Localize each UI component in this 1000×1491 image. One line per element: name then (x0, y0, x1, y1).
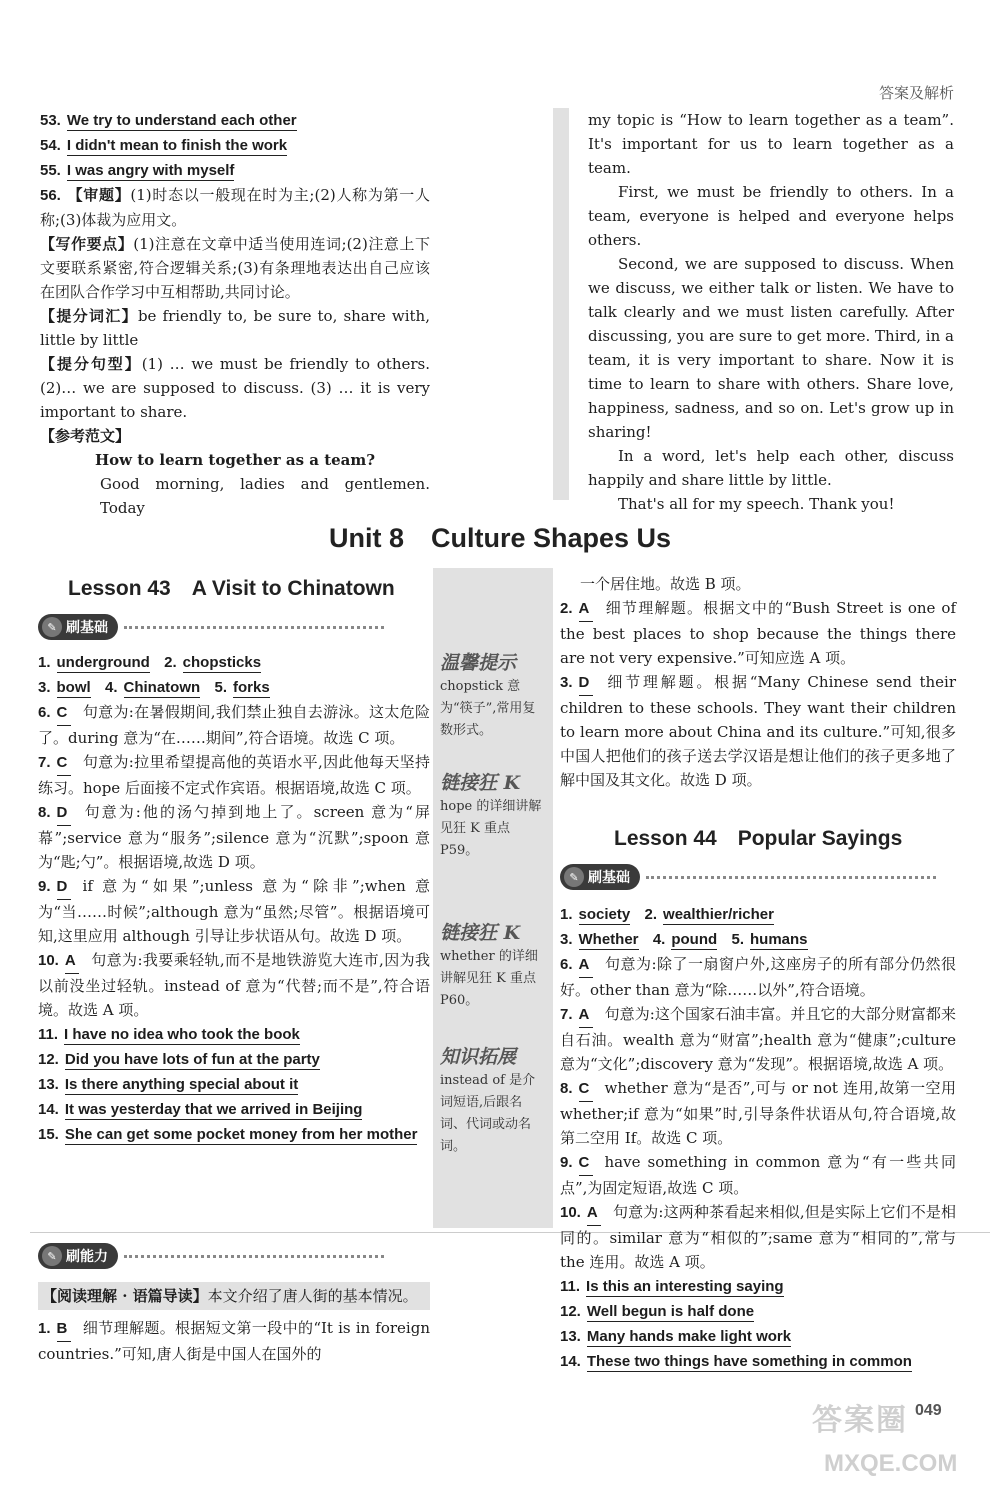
key-vocabulary: 【提分词汇】be friendly to, be sure to, share with, little by little (40, 307, 430, 349)
link-note: 链接狂 K hope 的详细讲解见狂 K 重点 P59。 (440, 772, 542, 858)
essay-para-5: That's all for my speech. Thank you! (618, 495, 895, 513)
key-sentences: 【提分句型】(1) … we must be friendly to others. (2)… we are supposed to discuss. (3) … it is very important to share. (40, 355, 430, 421)
essay-para-2: First, we must be friendly to others. In a team, everyone is helped and everyone helps others. (588, 183, 954, 249)
reading-answer: 1. B 细节理解题。根据短文第一段中的“It is in foreign countries.”可知,唐人街是中国人在国外的 (38, 1319, 430, 1363)
mc-answer: 9. D if 意为“如果”;unless 意为“除非”;when 意为“当……时候”;although 意为“虽然;尽管”。根据语境可知,这里应用 although 引导让步状语从句。故选 D 项。 (38, 877, 430, 945)
extension-note: 知识拓展 instead of 是介词短语,后跟名词、代词或动名词。 (440, 1046, 536, 1154)
essay-para-4: In a word, let's help each other, discuss happily and share little by little. (588, 447, 954, 489)
dotted-rule (646, 876, 936, 879)
book-icon: ✎ (42, 617, 62, 637)
sentence-answer: 11. Is this an interesting saying (560, 1278, 784, 1295)
sentence-answer: 13. Is there anything special about it (38, 1076, 299, 1093)
badge-ability-43 (38, 1240, 384, 1272)
header-tag: 答案及解析 (878, 84, 954, 102)
badge-basic: ✎ 刷基础 (38, 614, 118, 640)
badge-basic-44 (560, 861, 936, 893)
sample-essay-title: How to learn together as a team? (94, 451, 376, 469)
sample-essay-label: 【参考范文】 (40, 427, 131, 445)
answer-row: 3. Whether 4. pound 5. humans (560, 931, 808, 948)
top-right-column (588, 108, 954, 516)
dotted-rule (124, 1255, 384, 1258)
answer-row: 1. society 2. wealthier/richer (560, 906, 774, 923)
watermark-url: MXQE.COM (824, 1450, 958, 1477)
book-icon: ✎ (564, 867, 584, 887)
mc-answer: 10. A 句意为:我要乘轻轨,而不是地铁游览大连市,因为我以前没坐过轻轨。instead of 意为“代替;而不是”,符合语境。故选 A 项。 (38, 951, 430, 1019)
lesson-43-reading (38, 1282, 430, 1366)
answer-55: 55. I was angry with myself (40, 162, 235, 179)
watermark-logo: 答案圈 (812, 1404, 908, 1437)
top-left-column (40, 108, 430, 520)
answer-53: 53. We try to understand each other (40, 112, 297, 129)
mc-answer: 10. A 句意为:这两种茶看起来相似,但是实际上它们不是相同的。similar 意为“相似的”;same 意为“相同的”,常与 the 连用。故选 A 项。 (560, 1203, 956, 1271)
sentence-answer: 14. These two things have something in common (560, 1353, 912, 1370)
sentence-answer: 14. It was yesterday that we arrived in Beijing (38, 1101, 363, 1118)
tip-note: 温馨提示 chopstick 意为“筷子”,常用复数形式。 (440, 652, 536, 738)
mc-answer: 6. A 句意为:除了一扇窗户外,这座房子的所有部分仍然很好。other than 意为“除……以外”,符合语境。 (560, 955, 956, 999)
mc-answer: 8. D 句意为:他的汤勺掉到地上了。screen 意为“屏幕”;service 意为“服务”;silence 意为“沉默”;spoon 意为“匙;勺”。根据语境,故选 D 项。 (38, 803, 430, 871)
sample-essay-line: Good morning, ladies and gentlemen. Today (100, 475, 430, 517)
lesson-43-basic (38, 650, 430, 1147)
mc-answer: 7. A 句意为:这个国家石油丰富。并且它的大部分财富都来自石油。wealth 意为“财富”;health 意为“健康”;culture 意为“文化”;discovery 意为“发现”。根据语境,故选 A 项。 (560, 1005, 956, 1073)
mc-answer: 8. C whether 意为“是否”,可与 or not 连用,故第一空用 whether;if 意为“如果”时,引导条件状语从句,符合语境,故第二空用 If。故选 C 项。 (560, 1079, 956, 1147)
sentence-answer: 12. Did you have lots of fun at the party (38, 1051, 320, 1068)
badge-ability: ✎ 刷能力 (38, 1243, 118, 1269)
answer-54: 54. I didn't mean to finish the work (40, 137, 288, 154)
link-note: 链接狂 K whether 的详细讲解见狂 K 重点 P60。 (440, 922, 538, 1008)
reading-answer: 2. A 细节理解题。根据文中的“Bush Street is one of the best places to shop because the things there are not very expensive.”可知应选 A 项。 (560, 599, 956, 667)
sentence-answer: 11. I have no idea who took the book (38, 1026, 300, 1043)
lesson-44-basic (560, 902, 956, 1374)
mc-answer: 9. C have something in common 意为“有一些共同点”,为固定短语,故选 C 项。 (560, 1153, 956, 1197)
answer-row: 3. bowl 4. Chinatown 5. forks (38, 679, 270, 696)
sentence-answer: 15. She can get some pocket money from her mother (38, 1126, 418, 1143)
dotted-rule (124, 626, 384, 629)
writing-points: 【写作要点】(1)注意在文章中适当使用连词;(2)注意上下文要联系紧密,符合逻辑关系;(3)有条理地表达出自己应该在团队合作学习中互相帮助,共同讨论。 (40, 235, 430, 301)
badge-basic: ✎ 刷基础 (560, 864, 640, 890)
reading-answer: 3. D 细节理解题。根据“Many Chinese send their children to these schools. They want their children to learn more about China and its culture.”可知,很多中国人把他们的孩子送去学汉语是想让他们的孩子更多地了解中国及其文化。故选 D 项。 (560, 673, 956, 789)
book-icon: ✎ (42, 1246, 62, 1266)
lesson-44-title: Lesson 44 Popular Sayings (614, 827, 903, 850)
essay-para-3: Second, we are supposed to discuss. When we discuss, we either talk or listen. We have to talk clearly and we must listen carefully. After discussing, you are sure to get more. Third, in a team, it is very important to share. Now it is time to learn to share with others. Share love, happiness, sadness, and so on. Let's grow up in sharing! (588, 255, 954, 441)
answer-row: 1. underground 2. chopsticks (38, 654, 262, 671)
mc-answer: 7. C 句意为:拉里希望提高他的英语水平,因此他每天坚持练习。hope 后面接不定式作宾语。根据语境,故选 C 项。 (38, 753, 430, 797)
unit-title: Unit 8 Culture Shapes Us (328, 523, 672, 553)
lesson-43-right (560, 572, 956, 792)
essay-para-1: my topic is “How to learn together as a team”. It's important for us to learn together as a team. (588, 111, 954, 177)
page-number: 049 (915, 1402, 942, 1419)
sentence-answer: 12. Well begun is half done (560, 1303, 755, 1320)
lesson-43-title: Lesson 43 A Visit to Chinatown (68, 577, 395, 600)
sentence-answer: 13. Many hands make light work (560, 1328, 792, 1345)
gray-bar (553, 108, 569, 500)
reading-intro: 【阅读理解 · 语篇导读】本文介绍了唐人街的基本情况。 (38, 1282, 430, 1310)
badge-basic-43 (38, 611, 384, 643)
mc-answer: 6. C 句意为:在暑假期间,我们禁止独自去游泳。这太危险了。during 意为“在……期间”,符合语境。故选 C 项。 (38, 703, 430, 747)
reading-continued: 一个居住地。故选 B 项。 (580, 575, 751, 593)
answer-56: 56. 【审题】(1)时态以一般现在时为主;(2)人称为第一人称;(3)体裁为应用文。 (40, 186, 430, 229)
